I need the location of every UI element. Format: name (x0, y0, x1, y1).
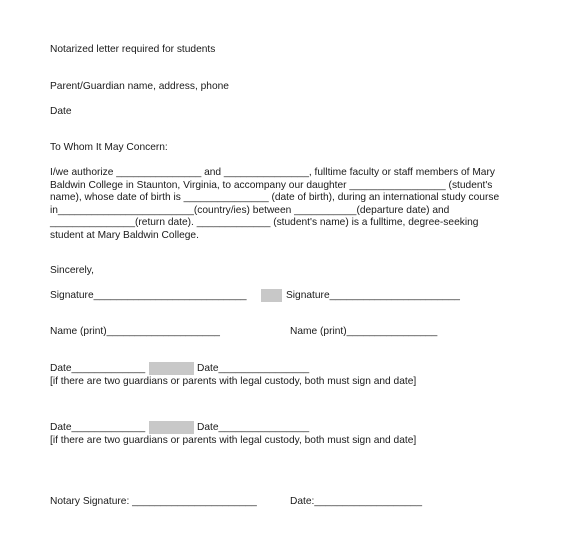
custody-note: [if there are two guardians or parents with legal custody, both must sign and date] (50, 435, 417, 446)
name-print-left: Name (print)____________________ (50, 326, 220, 337)
paragraph-line: _______________(return date). _____________ (student's name) is a fulltime, degree-seeking (50, 217, 479, 228)
name-print-right: Name (print)________________ (290, 326, 438, 337)
date-right: Date________________ (197, 363, 310, 374)
shaded-field (261, 289, 282, 302)
shaded-field (149, 421, 194, 434)
guardian-info-line: Parent/Guardian name, address, phone (50, 81, 229, 92)
paragraph-line: student at Mary Baldwin College. (50, 229, 199, 241)
paragraph-line: I/we authorize _______________ and _______________, fulltime faculty or staff members of Mary (50, 167, 495, 178)
document-title: Notarized letter required for students (50, 44, 216, 55)
date-right: Date________________ (197, 422, 310, 433)
date-left: Date_____________ (50, 363, 146, 374)
shaded-field (149, 362, 194, 375)
closing: Sincerely, (50, 265, 94, 276)
paragraph-line: Baldwin College in Staunton, Virginia, to accompany our daughter _________________ (student's (50, 179, 493, 191)
notary-date: Date:___________________ (290, 496, 422, 507)
date-left: Date_____________ (50, 422, 146, 433)
paragraph-line: in________________________(country/ies) between ___________(departure date) and (50, 204, 450, 216)
custody-note: [if there are two guardians or parents with legal custody, both must sign and date] (50, 376, 417, 387)
signature-right: Signature_______________________ (286, 290, 460, 301)
signature-left: Signature___________________________ (50, 290, 247, 301)
paragraph-line: name), whose date of birth is _______________ (date of birth), during an international study course (50, 192, 500, 203)
notary-signature: Notary Signature: ______________________ (50, 496, 257, 507)
date-line: Date (50, 106, 72, 117)
salutation: To Whom It May Concern: (50, 142, 168, 153)
